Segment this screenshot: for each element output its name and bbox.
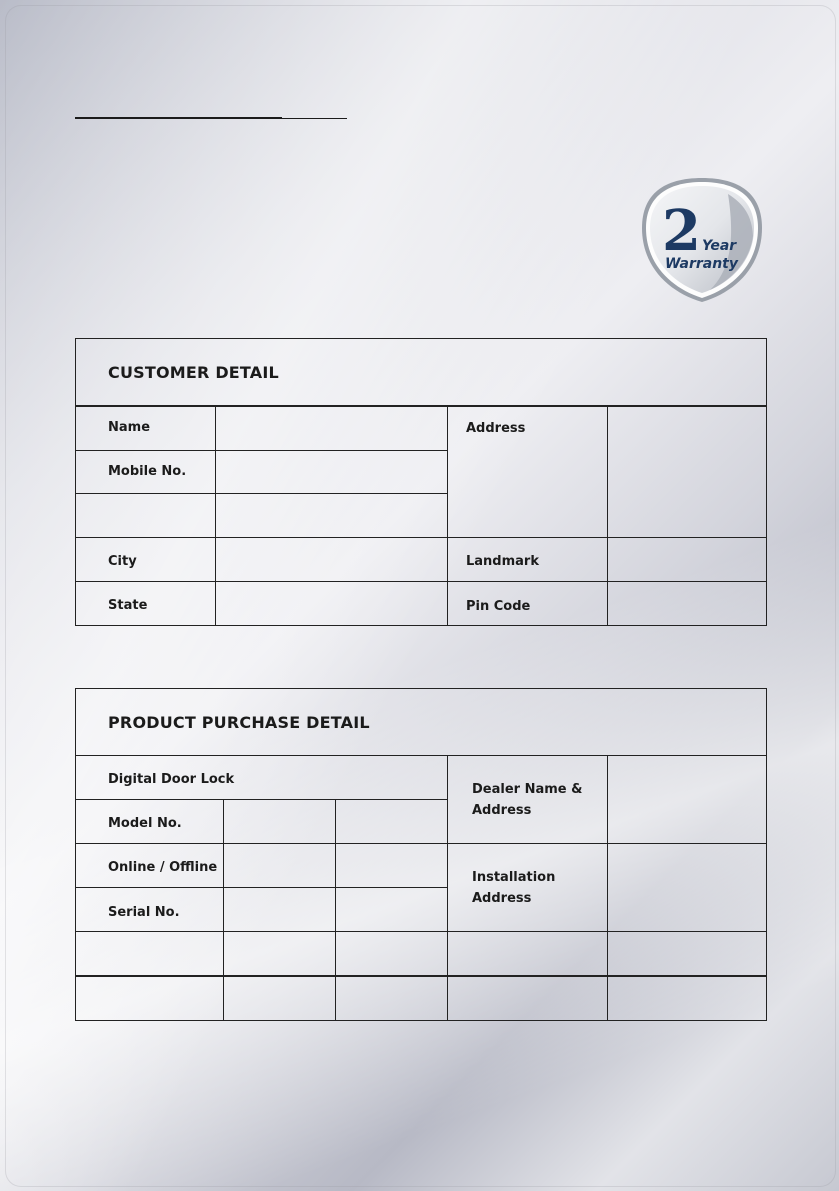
- address-label: Address: [466, 421, 526, 436]
- badge-number: 2: [662, 198, 701, 264]
- pincode-field[interactable]: [608, 582, 766, 625]
- customer-detail-title: CUSTOMER DETAIL: [108, 363, 279, 382]
- blank-row-cell[interactable]: [76, 977, 223, 1020]
- pincode-label: Pin Code: [466, 599, 531, 614]
- badge-year: Year: [702, 238, 737, 254]
- column-divider: [447, 756, 448, 1020]
- city-label: City: [108, 554, 137, 569]
- product-purchase-title: PRODUCT PURCHASE DETAIL: [108, 713, 370, 732]
- landmark-field[interactable]: [608, 538, 766, 581]
- installation-label-line2: Address: [472, 891, 532, 906]
- address-field[interactable]: [608, 407, 766, 537]
- online-offline-label: Online / Offline: [108, 860, 218, 875]
- state-field[interactable]: [216, 582, 447, 625]
- column-divider: [447, 406, 448, 626]
- serial-label: Serial No.: [108, 905, 180, 920]
- name-label: Name: [108, 420, 151, 435]
- heading-underline: [75, 117, 282, 119]
- blank-row-cell[interactable]: [76, 932, 223, 975]
- badge-warranty: Warranty: [665, 256, 738, 272]
- dealer-field[interactable]: [608, 756, 766, 843]
- door-lock-label: Digital Door Lock: [108, 772, 235, 787]
- customer-detail-table: [75, 338, 767, 626]
- serial-field-1[interactable]: [224, 888, 335, 931]
- installation-label-line1: Installation: [472, 870, 556, 885]
- dealer-label-line2: Address: [472, 803, 532, 818]
- mobile-field[interactable]: [216, 451, 447, 493]
- model-label: Model No.: [108, 816, 182, 831]
- online-field-2[interactable]: [336, 844, 447, 887]
- mobile-label: Mobile No.: [108, 464, 187, 479]
- extra-field[interactable]: [216, 494, 447, 537]
- dealer-label-line1: Dealer Name &: [472, 782, 583, 797]
- installation-field[interactable]: [608, 844, 766, 931]
- state-label: State: [108, 598, 148, 613]
- model-field-1[interactable]: [224, 800, 335, 843]
- product-purchase-table: [75, 688, 767, 1021]
- name-field[interactable]: [216, 407, 447, 450]
- landmark-label: Landmark: [466, 554, 539, 569]
- online-field-1[interactable]: [224, 844, 335, 887]
- city-field[interactable]: [216, 538, 447, 581]
- heading-underline-tail: [282, 118, 347, 119]
- model-field-2[interactable]: [336, 800, 447, 843]
- warranty-badge: [640, 176, 764, 304]
- serial-field-2[interactable]: [336, 888, 447, 931]
